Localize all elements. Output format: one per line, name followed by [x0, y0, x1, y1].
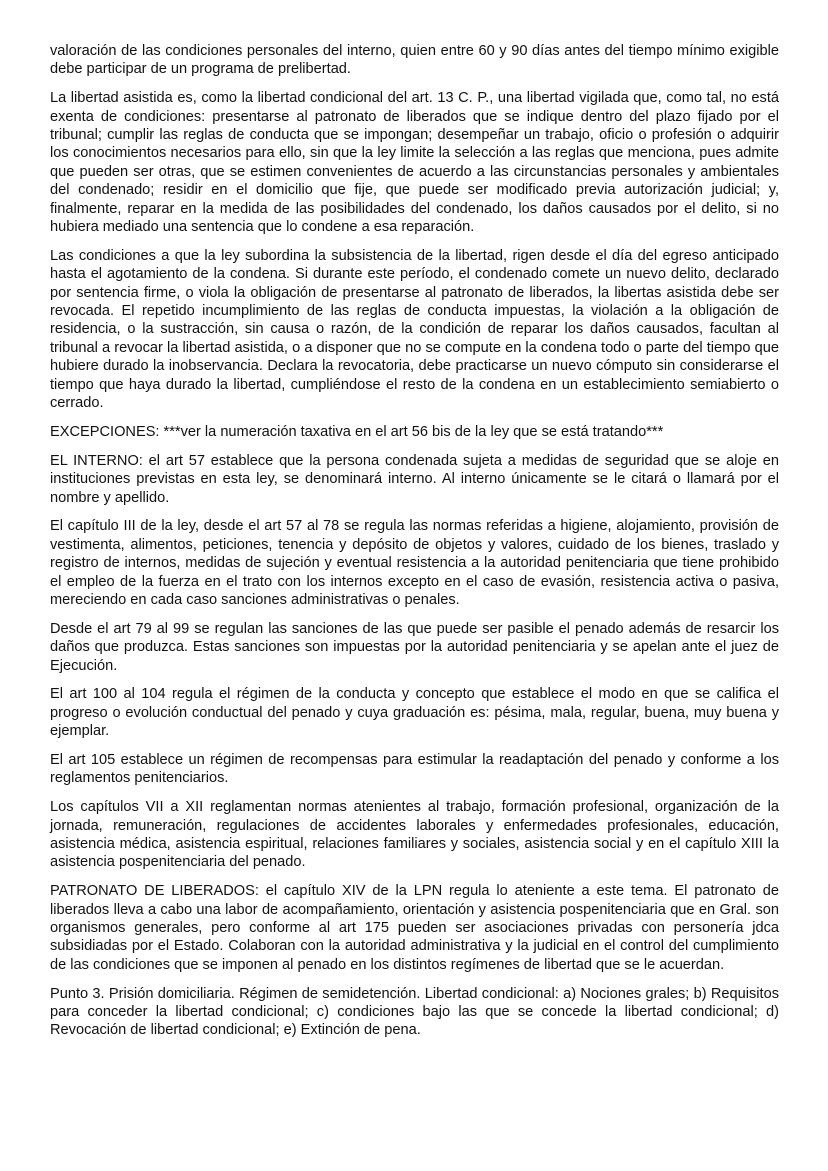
paragraph-excepciones: EXCEPCIONES: ***ver la numeración taxativa en el art 56 bis de la ley que se está tratando*** — [50, 423, 664, 440]
paragraph-punto-3: Punto 3. Prisión domiciliaria. Régimen de semidetención. Libertad condicional: a) Nociones grales; b) Requisitos para conceder la libertad condicional; c) condiciones bajo las que se concede la libertad condicional; d) Revocación de libertad condicional; e) Extinción de pena. — [50, 985, 779, 1039]
document-page — [50, 42, 779, 1050]
paragraph-capitulos-vii-xii: Los capítulos VII a XII reglamentan normas atenientes al trabajo, formación profesional, organización de la jornada, remuneración, regulaciones de accidentes laborales y enfermedades profesionales, educación, asistencia médica, asistencia espiritual, relaciones familiares y sociales, asistencia social y en el capítulo XIII la asistencia pospenitenciaria del penado. — [50, 799, 779, 871]
paragraph-prelibertad: valoración de las condiciones personales del interno, quien entre 60 y 90 días antes del tiempo mínimo exigible debe participar de un programa de prelibertad. — [50, 43, 779, 78]
paragraph-conducta-concepto: El art 100 al 104 regula el régimen de la conducta y concepto que establece el modo en que se califica el progreso o evolución conductual del penado y cuya graduación es: pésima, mala, regular, buena, muy buena y ejemplar. — [50, 686, 779, 740]
paragraph-sanciones: Desde el art 79 al 99 se regulan las sanciones de las que puede ser pasible el penado además de resarcir los daños que produzca. Estas sanciones son impuestas por la autoridad penitenciaria y se apelan ante el juez de Ejecución. — [50, 620, 779, 674]
paragraph-libertad-asistida: La libertad asistida es, como la libertad condicional del art. 13 C. P., una libertad vigilada que, como tal, no está exenta de condiciones: presentarse al patronato de liberados que se indique dentro del plazo fijado por el tribunal; cumplir las reglas de conducta que se impongan; desempeñar un trabajo, oficio o profesión o adquirir los conocimientos necesarios para ello, sin que la ley limite la selección a las reglas que menciona, pues admite que pueden ser otras, que se estimen convenientes de acuerdo a las circunstancias personales y ambientales del condenado; residir en el domicilio que fije, que puede ser modificado previa autorización judicial; y, finalmente, reparar en la medida de las posibilidades del condenado, los daños causados por el delito, si no hubiera mediado una sentencia que lo condene a esa reparación. — [50, 90, 779, 236]
paragraph-el-interno: EL INTERNO: el art 57 establece que la persona condenada sujeta a medidas de seguridad que se aloje en instituciones previstas en esta ley, se denominará interno. Al interno únicamente se le citará o llamará por el nombre y apellido. — [50, 452, 779, 506]
paragraph-condiciones-revocacion: Las condiciones a que la ley subordina la subsistencia de la libertad, rigen desde el día del egreso anticipado hasta el agotamiento de la condena. Si durante este período, el condenado comete un nuevo delito, declarado por sentencia firme, o viola la obligación de presentarse al patronato de liberados, la libertas asistida debe ser revocada. El repetido incumplimiento de las reglas de conducta impuestas, la violación a la obligación de residencia, o la sustracción, sin causa o razón, de la condición de reparar los daños causados, facultan al tribunal a revocar la libertad asistida, o a disponer que no se compute en la condena todo o parte del tiempo que hubiere durado la inobservancia. Declara la revocatoria, debe practicarse un nuevo cómputo sin considerarse el tiempo que haya durado la libertad, cumpliéndose el resto de la condena en un establecimiento semiabierto o cerrado. — [50, 247, 779, 412]
paragraph-patronato-liberados: PATRONATO DE LIBERADOS: el capítulo XIV de la LPN regula lo ateniente a este tema. El patronato de liberados lleva a cabo una labor de acompañamiento, orientación y asistencia pospenitenciaria que en Gral. son organismos generales, pero conforme al art 175 pueden ser asociaciones privadas con personería jdca subsidiadas por el Estado. Colaboran con la autoridad administrativa y la judicial en el control del cumplimiento de las condiciones que se imponen al penado en los distintos regímenes de libertad que se le acuerdan. — [50, 883, 779, 973]
paragraph-capitulo-iii: El capítulo III de la ley, desde el art 57 al 78 se regula las normas referidas a higiene, alojamiento, provisión de vestimenta, alimentos, peticiones, tenencia y depósito de objetos y valores, cuidado de los bienes, traslado y registro de internos, medidas de sujeción y eventual resistencia a la autoridad penitenciaria que tiene prohibido el empleo de la fuerza en el trato con los internos excepto en el caso de evasión, resistencia activa o pasiva, mereciendo en cada caso sanciones administrativas o penales. — [50, 518, 779, 608]
paragraph-recompensas: El art 105 establece un régimen de recompensas para estimular la readaptación del penado y conforme a los reglamentos penitenciarios. — [50, 751, 779, 787]
